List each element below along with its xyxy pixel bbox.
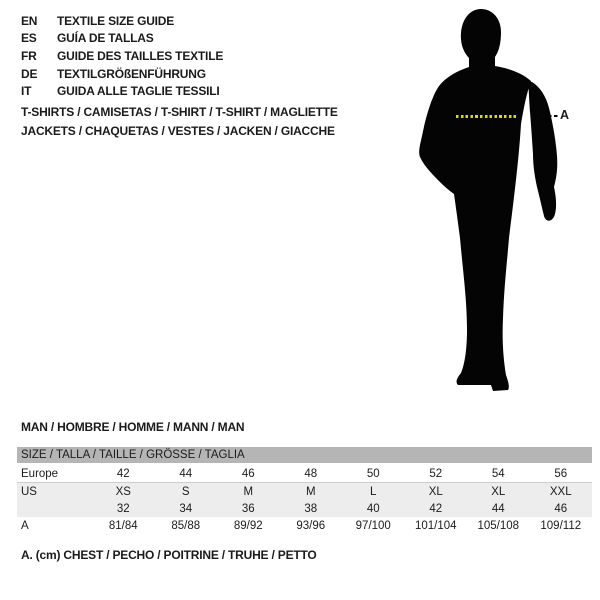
table-cell: M (243, 485, 254, 498)
table-row-europe (17, 465, 592, 483)
table-cell: 81/84 (108, 519, 138, 532)
measure-label-a: A (560, 108, 570, 122)
table-cell: 42 (116, 467, 130, 480)
table-cell: XL (428, 485, 443, 498)
language-row-it (21, 82, 223, 100)
language-label: GUÍA DE TALLAS (57, 31, 154, 46)
table-cell: 42 (429, 502, 443, 515)
table-cell: 36 (241, 502, 255, 515)
row-label: Europe (21, 467, 59, 480)
table-cell: 97/100 (355, 519, 391, 532)
language-label: TEXTILE SIZE GUIDE (57, 13, 175, 28)
table-cell: 32 (116, 502, 130, 515)
table-cell: 56 (554, 467, 568, 480)
language-code: ES (21, 31, 37, 46)
section-title-man: MAN / HOMBRE / HOMME / MANN / MAN (21, 420, 245, 434)
language-code: FR (21, 48, 37, 63)
language-code: EN (21, 13, 38, 28)
size-table (17, 447, 592, 534)
table-cell: 46 (241, 467, 255, 480)
language-code: IT (21, 84, 32, 99)
row-label: US (21, 485, 37, 498)
language-label: TEXTILGRÖßENFÜHRUNG (57, 66, 206, 81)
category-lines (21, 103, 338, 140)
table-cell: 101/104 (414, 519, 457, 532)
table-row-uk (17, 500, 592, 517)
table-cell: 54 (491, 467, 505, 480)
table-cell: S (181, 485, 190, 498)
man-silhouette (390, 0, 600, 420)
language-code: DE (21, 66, 38, 81)
table-cell: 48 (304, 467, 318, 480)
table-cell: 50 (366, 467, 380, 480)
footnote-chest: A. (cm) CHEST / PECHO / POITRINE / TRUHE / PETTO (21, 548, 317, 562)
language-row-fr (21, 47, 223, 65)
table-header: SIZE / TALLA / TAILLE / GRÖSSE / TAGLIA (17, 447, 592, 463)
table-cell: 89/92 (233, 519, 263, 532)
table-cell: 46 (554, 502, 568, 515)
measure-leader-dashes (542, 115, 559, 117)
language-label: GUIDE DES TAILLES TEXTILE (57, 48, 224, 63)
table-cell: 52 (429, 467, 443, 480)
table-cell: XL (491, 485, 506, 498)
table-cell: 38 (304, 502, 318, 515)
table-cell: XS (115, 485, 131, 498)
language-label: GUIDA ALLE TAGLIE TESSILI (57, 84, 220, 99)
language-list (21, 12, 223, 100)
language-row-en (21, 12, 223, 30)
language-row-de (21, 65, 223, 83)
chest-measure-dotted-line (456, 115, 518, 118)
table-cell: 93/96 (296, 519, 326, 532)
table-row-us (17, 483, 592, 500)
table-cell: 105/108 (477, 519, 520, 532)
table-row-chest-a (17, 517, 592, 534)
category-tshirts: T-SHIRTS / CAMISETAS / T-SHIRT / T-SHIRT / MAGLIETTE (21, 105, 338, 119)
language-row-es (21, 30, 223, 48)
table-cell: 85/88 (171, 519, 201, 532)
table-cell: 44 (491, 502, 505, 515)
table-cell: 109/112 (540, 519, 582, 532)
table-cell: M (305, 485, 316, 498)
category-jackets: JACKETS / CHAQUETAS / VESTES / JACKEN / GIACCHE (21, 123, 335, 138)
row-label: A (21, 519, 29, 532)
table-cell: 34 (179, 502, 193, 515)
table-cell: XXL (549, 485, 572, 498)
table-cell: 44 (179, 467, 193, 480)
table-cell: 40 (366, 502, 380, 515)
table-cell: L (370, 485, 377, 498)
